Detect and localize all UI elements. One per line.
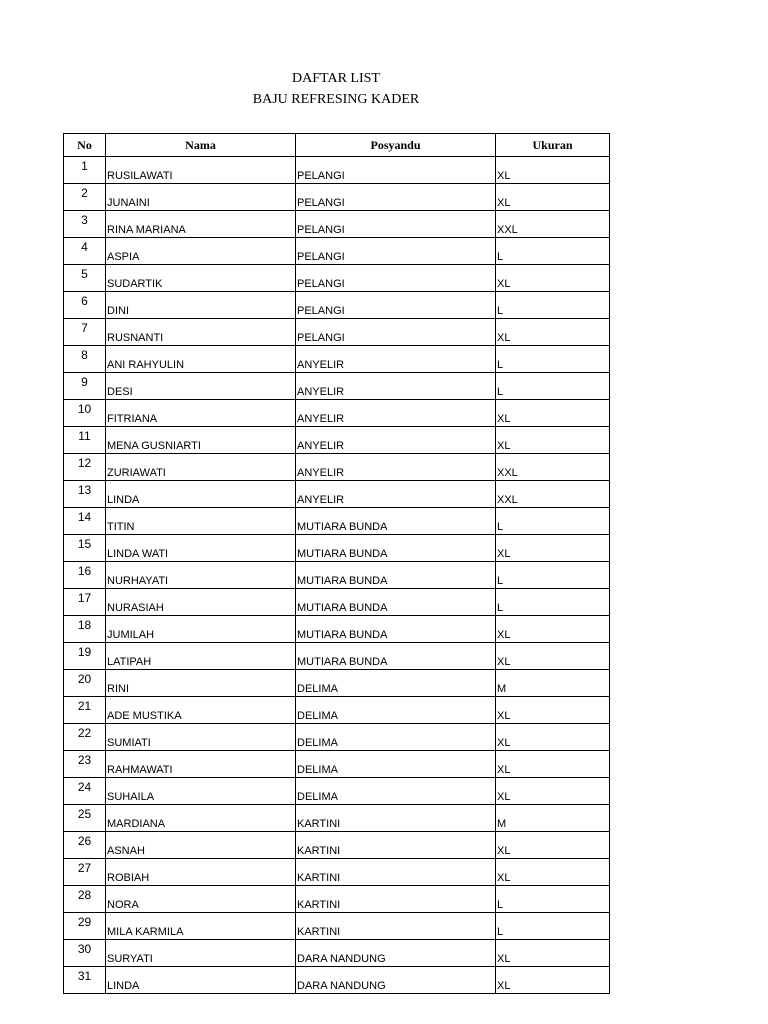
cell-no: 11 [64,427,106,454]
cell-nama: SUMIATI [106,724,296,751]
cell-posyandu: MUTIARA BUNDA [296,589,496,616]
cell-ukuran: L [496,373,610,400]
cell-ukuran: XXL [496,211,610,238]
cell-ukuran: XL [496,184,610,211]
table-row [64,184,610,211]
table-row [64,886,610,913]
cell-no: 27 [64,859,106,886]
kader-table [63,133,610,994]
table-header [64,134,610,157]
cell-posyandu: ANYELIR [296,454,496,481]
cell-nama: MENA GUSNIARTI [106,427,296,454]
cell-ukuran: L [496,292,610,319]
cell-nama: DESI [106,373,296,400]
cell-no: 8 [64,346,106,373]
cell-ukuran: XL [496,859,610,886]
table-row [64,805,610,832]
cell-nama: LINDA [106,967,296,994]
cell-ukuran: L [496,346,610,373]
cell-nama: ADE MUSTIKA [106,697,296,724]
cell-nama: RINI [106,670,296,697]
cell-nama: LINDA WATI [106,535,296,562]
table-row [64,913,610,940]
cell-ukuran: XXL [496,481,610,508]
cell-ukuran: L [496,238,610,265]
cell-ukuran: XL [496,724,610,751]
cell-no: 25 [64,805,106,832]
cell-no: 26 [64,832,106,859]
cell-no: 28 [64,886,106,913]
cell-nama: DINI [106,292,296,319]
cell-no: 21 [64,697,106,724]
cell-no: 23 [64,751,106,778]
cell-posyandu: PELANGI [296,211,496,238]
table-row [64,724,610,751]
table-row [64,157,610,184]
cell-posyandu: PELANGI [296,265,496,292]
table-row [64,400,610,427]
cell-no: 30 [64,940,106,967]
column-header-ukuran: Ukuran [496,134,610,157]
cell-posyandu: PELANGI [296,292,496,319]
cell-nama: MARDIANA [106,805,296,832]
cell-no: 16 [64,562,106,589]
table-row [64,535,610,562]
cell-posyandu: ANYELIR [296,346,496,373]
cell-no: 1 [64,157,106,184]
cell-no: 4 [64,238,106,265]
cell-nama: RINA MARIANA [106,211,296,238]
table-row [64,589,610,616]
cell-nama: SUDARTIK [106,265,296,292]
cell-nama: NURHAYATI [106,562,296,589]
table-row [64,616,610,643]
cell-posyandu: ANYELIR [296,373,496,400]
cell-posyandu: DELIMA [296,778,496,805]
cell-ukuran: L [496,508,610,535]
cell-no: 19 [64,643,106,670]
cell-ukuran: XL [496,535,610,562]
cell-no: 7 [64,319,106,346]
table-row [64,427,610,454]
cell-nama: ANI RAHYULIN [106,346,296,373]
table-row [64,346,610,373]
cell-no: 31 [64,967,106,994]
cell-posyandu: DELIMA [296,670,496,697]
document-title: DAFTAR LIST [292,71,380,86]
cell-nama: JUMILAH [106,616,296,643]
cell-no: 20 [64,670,106,697]
cell-posyandu: ANYELIR [296,481,496,508]
table-row [64,859,610,886]
cell-posyandu: PELANGI [296,157,496,184]
cell-posyandu: DARA NANDUNG [296,967,496,994]
cell-posyandu: KARTINI [296,805,496,832]
cell-ukuran: M [496,805,610,832]
cell-posyandu: DELIMA [296,724,496,751]
cell-posyandu: MUTIARA BUNDA [296,643,496,670]
cell-nama: RUSILAWATI [106,157,296,184]
cell-posyandu: MUTIARA BUNDA [296,508,496,535]
cell-nama: TITIN [106,508,296,535]
table-row [64,778,610,805]
table-row [64,751,610,778]
cell-nama: SUHAILA [106,778,296,805]
cell-no: 29 [64,913,106,940]
table-row [64,670,610,697]
table-row [64,643,610,670]
table-row [64,211,610,238]
cell-posyandu: DELIMA [296,751,496,778]
cell-ukuran: XL [496,265,610,292]
cell-no: 17 [64,589,106,616]
cell-posyandu: PELANGI [296,319,496,346]
cell-posyandu: ANYELIR [296,400,496,427]
cell-no: 22 [64,724,106,751]
cell-no: 10 [64,400,106,427]
table-row [64,238,610,265]
cell-ukuran: L [496,913,610,940]
cell-posyandu: KARTINI [296,886,496,913]
cell-nama: ASNAH [106,832,296,859]
cell-no: 12 [64,454,106,481]
cell-no: 3 [64,211,106,238]
cell-posyandu: PELANGI [296,238,496,265]
cell-posyandu: KARTINI [296,913,496,940]
cell-nama: MILA KARMILA [106,913,296,940]
cell-no: 18 [64,616,106,643]
cell-ukuran: XL [496,940,610,967]
cell-posyandu: MUTIARA BUNDA [296,562,496,589]
cell-ukuran: XL [496,157,610,184]
column-header-nama: Nama [106,134,296,157]
cell-nama: JUNAINI [106,184,296,211]
cell-posyandu: KARTINI [296,832,496,859]
table-row [64,481,610,508]
cell-no: 15 [64,535,106,562]
cell-ukuran: XL [496,400,610,427]
cell-ukuran: M [496,670,610,697]
cell-posyandu: ANYELIR [296,427,496,454]
cell-no: 9 [64,373,106,400]
cell-posyandu: DARA NANDUNG [296,940,496,967]
cell-ukuran: XL [496,778,610,805]
cell-nama: NORA [106,886,296,913]
table-row [64,265,610,292]
cell-nama: NURASIAH [106,589,296,616]
cell-nama: LATIPAH [106,643,296,670]
table-row [64,508,610,535]
cell-no: 14 [64,508,106,535]
cell-posyandu: KARTINI [296,859,496,886]
cell-ukuran: XL [496,616,610,643]
cell-nama: RUSNANTI [106,319,296,346]
cell-posyandu: DELIMA [296,697,496,724]
cell-no: 24 [64,778,106,805]
cell-ukuran: L [496,589,610,616]
document-subtitle: BAJU REFRESING KADER [252,92,420,107]
cell-ukuran: XL [496,319,610,346]
cell-ukuran: XL [496,967,610,994]
cell-nama: ROBIAH [106,859,296,886]
cell-no: 13 [64,481,106,508]
column-header-posyandu: Posyandu [296,134,496,157]
table-row [64,292,610,319]
cell-nama: FITRIANA [106,400,296,427]
cell-posyandu: MUTIARA BUNDA [296,616,496,643]
header-row [64,134,610,157]
cell-ukuran: XL [496,832,610,859]
table-body [64,157,610,994]
cell-nama: ZURIAWATI [106,454,296,481]
cell-nama: LINDA [106,481,296,508]
column-header-no: No [64,134,106,157]
cell-ukuran: L [496,886,610,913]
cell-ukuran: XL [496,697,610,724]
cell-no: 2 [64,184,106,211]
cell-ukuran: XL [496,427,610,454]
table-row [64,373,610,400]
table-row [64,319,610,346]
cell-nama: RAHMAWATI [106,751,296,778]
cell-no: 5 [64,265,106,292]
cell-no: 6 [64,292,106,319]
cell-ukuran: XL [496,643,610,670]
table-row [64,562,610,589]
cell-ukuran: L [496,562,610,589]
table-row [64,697,610,724]
cell-posyandu: PELANGI [296,184,496,211]
table-row [64,832,610,859]
table-row [64,454,610,481]
cell-ukuran: XL [496,751,610,778]
cell-posyandu: MUTIARA BUNDA [296,535,496,562]
cell-ukuran: XXL [496,454,610,481]
table-row [64,940,610,967]
table-row [64,967,610,994]
cell-nama: ASPIA [106,238,296,265]
cell-nama: SURYATI [106,940,296,967]
